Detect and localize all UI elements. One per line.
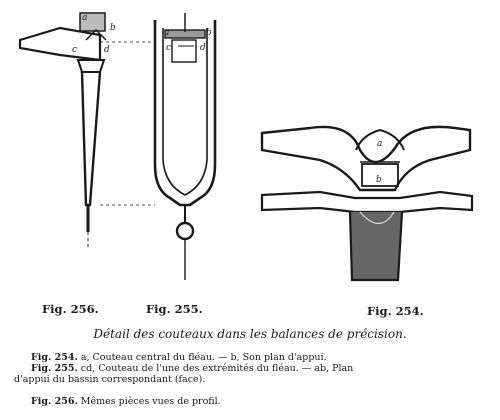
letter-b-256: b bbox=[110, 23, 116, 33]
legend-fig255-text: cd, Couteau de l'une des extrémités du fléau. — ab, Plan bbox=[80, 363, 354, 374]
legend-line-fig254 bbox=[31, 352, 327, 363]
legend-line-fig256 bbox=[31, 396, 221, 407]
letter-d-255: d bbox=[200, 43, 206, 53]
fig254-drawing bbox=[262, 127, 472, 280]
legend-fig255-ref: Fig. 255. bbox=[31, 363, 78, 374]
letter-b-254: b bbox=[376, 175, 382, 185]
letter-a-254: a bbox=[377, 139, 383, 149]
fig256-drawing bbox=[20, 13, 106, 248]
letter-a-255: a bbox=[164, 28, 170, 38]
caption-title: Détail des couteaux dans les balances de précision. bbox=[93, 327, 407, 341]
figure-label-254: Fig. 254. bbox=[367, 304, 424, 318]
figure-label-256: Fig. 256. bbox=[42, 302, 99, 316]
letter-a-256: a bbox=[82, 13, 88, 23]
legend-fig256-ref: Fig. 256. bbox=[31, 396, 78, 407]
legend-fig254-ref: Fig. 254. bbox=[31, 352, 78, 363]
letter-c-255: c bbox=[166, 43, 172, 53]
letter-d-256: d bbox=[104, 45, 110, 55]
legend-fig256-text: Mêmes pièces vues de profil. bbox=[80, 396, 221, 407]
fig255-drawing bbox=[100, 13, 215, 280]
figure-label-255: Fig. 255. bbox=[146, 302, 203, 316]
letter-b-255: b bbox=[206, 28, 212, 38]
legend-line-fig255 bbox=[31, 363, 353, 374]
legend-fig254-text: a, Couteau central du fléau. — b, Son plan d'appui. bbox=[80, 352, 327, 363]
letter-c-256: c bbox=[72, 45, 78, 55]
legend-line-fig255-cont: d'appui du bassin correspondant (face). bbox=[14, 374, 206, 385]
